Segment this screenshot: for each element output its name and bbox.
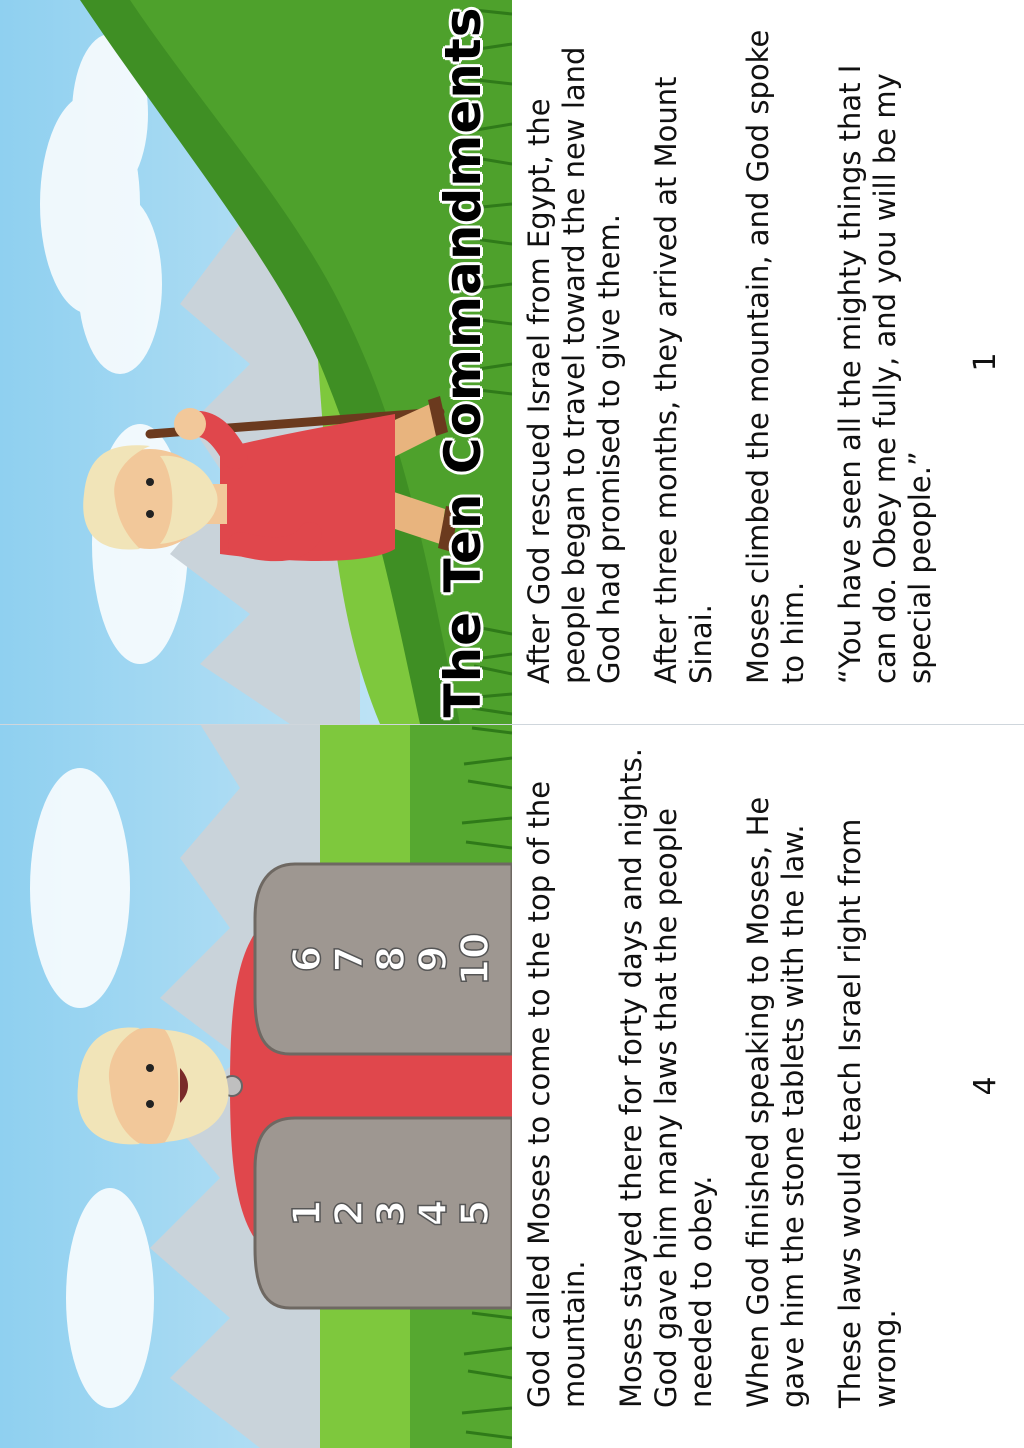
paragraph: When God finished speaking to Moses, He gave him the stone tablets with the law. — [741, 796, 810, 1408]
tablet-number: 7 — [327, 945, 371, 973]
page-number: 4 — [968, 1076, 1003, 1096]
story-page-4 — [0, 724, 1024, 1448]
tablet-number: 10 — [453, 932, 497, 986]
story-text — [522, 24, 960, 684]
tablet-number: 4 — [411, 1199, 455, 1227]
tablet-number: 2 — [327, 1199, 371, 1227]
page-divider — [0, 724, 1024, 725]
moses-with-tablets-illustration — [0, 724, 512, 1448]
paragraph: Moses stayed there for forty days and nights. God gave him many laws that the people needed to obey. — [614, 748, 718, 1408]
paragraph: After God rescued Israel from Egypt, the people began to travel toward the new land God had promised to give them. — [522, 46, 626, 684]
tablet-number: 8 — [369, 945, 413, 973]
paragraph: God called Moses to come to the top of the mountain. — [522, 780, 591, 1408]
tablet-number: 9 — [411, 945, 455, 973]
tablet-number: 5 — [453, 1199, 497, 1227]
story-text — [522, 748, 925, 1408]
tablet-number: 6 — [285, 945, 329, 973]
tablet-number: 1 — [285, 1199, 329, 1227]
paragraph: These laws would teach Israel right from wrong. — [833, 818, 902, 1408]
title-banner — [434, 0, 492, 724]
paragraph: After three months, they arrived at Mount Sinai. — [649, 76, 718, 684]
tablet-number: 3 — [369, 1199, 413, 1227]
paragraph: Moses climbed the mountain, and God spoke to him. — [741, 29, 810, 684]
page-title: The Ten Commandments — [434, 6, 492, 718]
page-number: 1 — [968, 352, 1003, 372]
paragraph: “You have seen all the mighty things that I can do. Obey me fully, and you will be my special people.” — [833, 64, 937, 684]
